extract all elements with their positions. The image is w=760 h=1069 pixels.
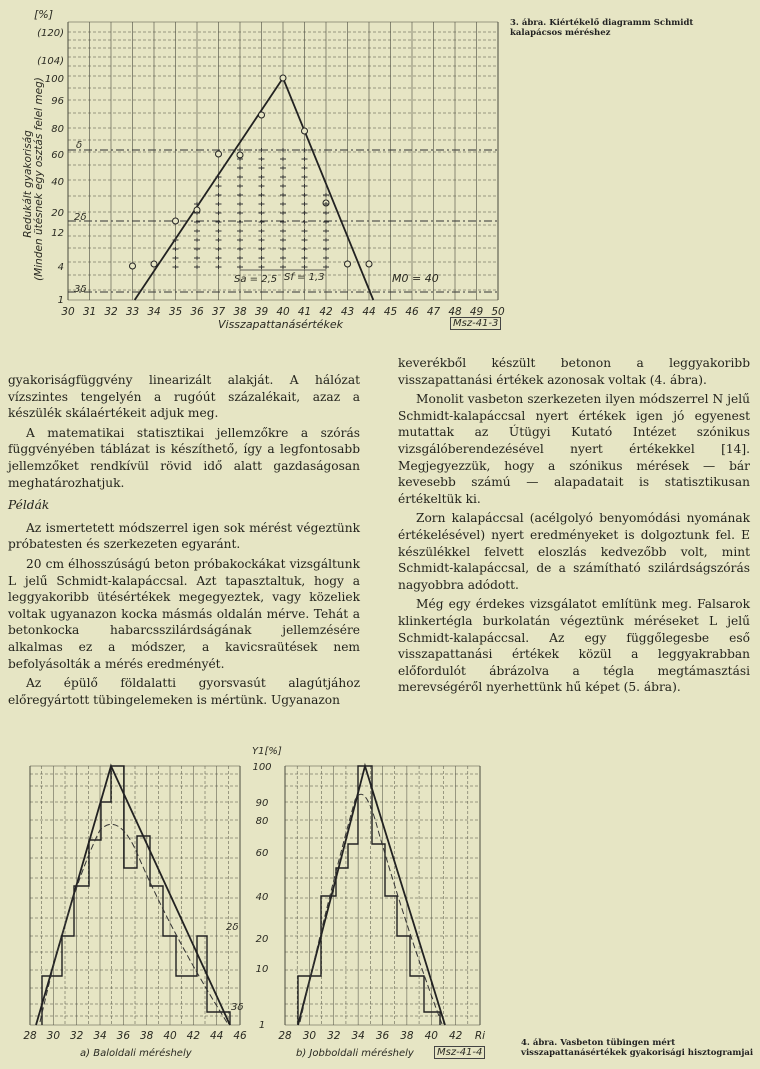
y-tick-label: 4 <box>57 262 64 273</box>
x-tick-label: 48 <box>448 306 462 318</box>
y-tick-label: 20 <box>255 934 269 945</box>
figure-4-caption-text: Vasbeton tübingen mért visszapattanásértékek gyakorisági hisztogramjai <box>521 1038 754 1058</box>
x-tick-label-left: 38 <box>139 1030 154 1042</box>
x-tick-label-right: 32 <box>327 1030 341 1042</box>
y-tick-label: 80 <box>255 816 269 827</box>
figure-3-y-title-2: (Minden ütésnek egy osztás felel meg) <box>33 77 45 281</box>
paragraph: Az épülő földalatti gyorsvasút alagútjához előregyártott tübingelemeken is mértünk. Ugyanazon <box>8 676 360 707</box>
x-tick-label: 47 <box>426 306 441 318</box>
figure-3-caption-text: Kiértékelő diagramm Schmidt kalapácsos méréshez <box>510 18 694 38</box>
frequency-line <box>135 78 374 300</box>
x-tick-label-right: 28 <box>278 1030 292 1042</box>
x-tick-label: 36 <box>190 306 204 318</box>
y-tick-label: 96 <box>51 96 64 107</box>
figure-3-caption <box>510 18 720 38</box>
data-point <box>366 261 372 267</box>
figure-4-left-label: a) Baloldali méréshely <box>80 1048 192 1059</box>
data-point <box>151 261 157 267</box>
y-tick-label: 20 <box>51 208 64 219</box>
x-tick-label-left: 44 <box>209 1030 224 1042</box>
x-tick-label: 45 <box>383 306 398 318</box>
x-tick-label: 30 <box>61 306 75 318</box>
figure-4-right-label: b) Jobboldali méréshely <box>296 1048 414 1059</box>
x-tick-label: 31 <box>82 306 97 318</box>
figure-3-tag: Msz-41-3 <box>450 317 501 330</box>
x-tick-label: 41 <box>297 306 312 318</box>
y-tick-label: 12 <box>51 228 64 239</box>
paragraph: Még egy érdekes vizsgálatot említünk meg. Falsarok klinkertégla burkolatán végeztünk méréseket L jelű Schmidt-kalapáccsal. Az egy függőlegesbe eső visszapattanási értékek közül a leggyakrabban előfordulót ábrázolva a tégla megtámasztási merevségéről nyerhettünk hű képet (5. ábra). <box>398 597 750 695</box>
y-tick-label: (104) <box>37 56 64 67</box>
y-tick-label: 40 <box>255 892 269 903</box>
x-tick-label: 32 <box>104 306 118 318</box>
x-tick-label-right: 42 <box>448 1030 463 1042</box>
x-tick-label-left: 40 <box>163 1030 177 1042</box>
x-tick-label-left: 32 <box>69 1030 84 1042</box>
x-tick-label-left: 30 <box>46 1030 61 1042</box>
figure-3-unit-label: [%] <box>34 8 54 21</box>
y-tick-label: 100 <box>44 74 64 85</box>
y-tick-label: 40 <box>51 177 64 188</box>
y-tick-label: 1 <box>57 295 64 306</box>
data-point <box>259 112 265 118</box>
figure-4-y-unit: Y1[%] <box>252 746 282 757</box>
x-tick-label: 50 <box>491 306 505 318</box>
text-column-right <box>398 355 750 699</box>
x-tick-label: 38 <box>233 306 247 318</box>
y-tick-label: (120) <box>37 28 64 39</box>
figure-4-caption-number: 4. ábra. <box>521 1038 558 1048</box>
figure-3-sigma-label: δ <box>76 140 83 151</box>
x-tick-label: 35 <box>168 306 183 318</box>
x-tick-label-left: 46 <box>233 1030 247 1042</box>
paragraph: Monolit vasbeton szerkezeten ilyen módszerrel N jelű Schmidt-kalapáccsal nyert értékek igen jó egyenest mutattak az Útügyi Kutató Intézet szónikus vizsgálóberendezésével nyert értékekkel [14]. Megjegyezzük, hogy a szónikus mérések — bár kevesebb számú — alapadatait is statisztikusan értékeltük ki. <box>398 392 750 506</box>
data-point <box>216 151 222 157</box>
figure-4-2d-label: 2δ <box>226 922 239 933</box>
x-tick-label-left: 36 <box>116 1030 131 1042</box>
figure-3-sf-label: Sf = 1,3 <box>284 272 325 283</box>
x-tick-label: 43 <box>340 306 355 318</box>
y-tick-label: 100 <box>252 762 272 773</box>
x-tick-label-left: 34 <box>93 1030 107 1042</box>
figure-3-3d-label: 3δ <box>74 284 87 295</box>
figure-4-chart <box>0 740 520 1069</box>
paragraph: keverékből készült betonon a leggyakoribb visszapattanási értékek azonosak voltak (4. ábra). <box>398 356 750 387</box>
paragraph: gyakoriságfüggvény linearizált alakját. A hálózat vízszintes tengelyén a rugóút százalékait, azaz a készülék skálaértékeit adjuk meg. <box>8 373 360 421</box>
section-heading: Példák <box>8 498 50 513</box>
x-tick-label: 40 <box>276 306 290 318</box>
x-tick-label-right: 30 <box>302 1030 317 1042</box>
x-tick-label: 39 <box>254 306 269 318</box>
text-column-left <box>8 372 360 711</box>
paragraph: A matematikai statisztikai jellemzőkre a szórás függvényében táblázat is készíthető, így a legfontosabb jellemzőket rendkívül rövid idő alatt gazdaságosan meghatározhatjuk. <box>8 425 360 490</box>
figure-4-tag: Msz-41-4 <box>434 1046 485 1059</box>
figure-4-3d-label: 3δ <box>231 1002 244 1013</box>
x-tick-label: 42 <box>319 306 333 318</box>
x-tick-label: 44 <box>362 306 376 318</box>
figure-3-sa-label: Sa = 2,5 <box>234 274 278 285</box>
histogram-left <box>42 766 230 1025</box>
x-tick-label: 37 <box>211 306 226 318</box>
x-tick-label: 49 <box>469 306 484 318</box>
x-tick-label-right: 36 <box>375 1030 390 1042</box>
y-tick-label: 1 <box>258 1020 266 1031</box>
x-tick-label-right: 40 <box>424 1030 438 1042</box>
x-tick-label: 34 <box>147 306 161 318</box>
data-point <box>345 261 351 267</box>
y-tick-label: 60 <box>255 848 269 859</box>
figure-3-x-title: Visszapattanásértékek <box>218 318 343 331</box>
x-tick-label-right: 34 <box>351 1030 365 1042</box>
paragraph: Az ismertetett módszerrel igen sok mérést végeztünk próbatesten és szerkezeten egyaránt. <box>8 520 360 552</box>
figure-4-caption <box>521 1038 757 1058</box>
x-tick-label-left: 28 <box>23 1030 37 1042</box>
data-point <box>130 263 136 269</box>
x-tick-label-right: Ri <box>474 1030 486 1042</box>
figure-3-caption-number: 3. ábra. <box>510 18 547 28</box>
paragraph: Zorn kalapáccsal (acélgolyó benyomódási nyomának értékelésével) nyert eredményeket is dolgoztunk fel. E készülékkel felvett eloszlás kedvezőbb volt, mint Schmidt-kalapáccsal, de a számítható szilárdságszórás nagyobbra adódott. <box>398 511 750 592</box>
figure-3-y-title-1: Redukált gyakoriság <box>22 130 34 238</box>
x-tick-label-left: 42 <box>186 1030 201 1042</box>
x-tick-label: 46 <box>405 306 419 318</box>
y-tick-label: 10 <box>255 964 269 975</box>
fitted-curve-left <box>40 824 228 1024</box>
paragraph: 20 cm élhosszúságú beton próbakockákat vizsgáltunk L jelű Schmidt-kalapáccsal. Azt tapasztaltuk, hogy a leggyakoribb ütésértékek megegyeztek, vagy közeliek voltak ugyanazon kocka másmás oldalán mérve. Tehát a betonkocka habarcsszilárdságának jellemzésére alkalmas ez a módszer, a kavicsraütések nem befolyásolták a mérés eredményét. <box>8 556 360 671</box>
x-tick-label: 33 <box>125 306 140 318</box>
data-point <box>280 75 286 81</box>
data-point <box>302 128 308 134</box>
figure-3-m0-label: M0 = 40 <box>392 272 439 285</box>
y-tick-label: 80 <box>51 124 64 135</box>
x-tick-label-right: 38 <box>400 1030 414 1042</box>
data-point <box>173 218 179 224</box>
y-tick-label: 90 <box>255 798 269 809</box>
figure-3-2d-label: 2δ <box>74 212 87 223</box>
y-tick-label: 60 <box>51 150 64 161</box>
histogram-right <box>298 766 440 1025</box>
